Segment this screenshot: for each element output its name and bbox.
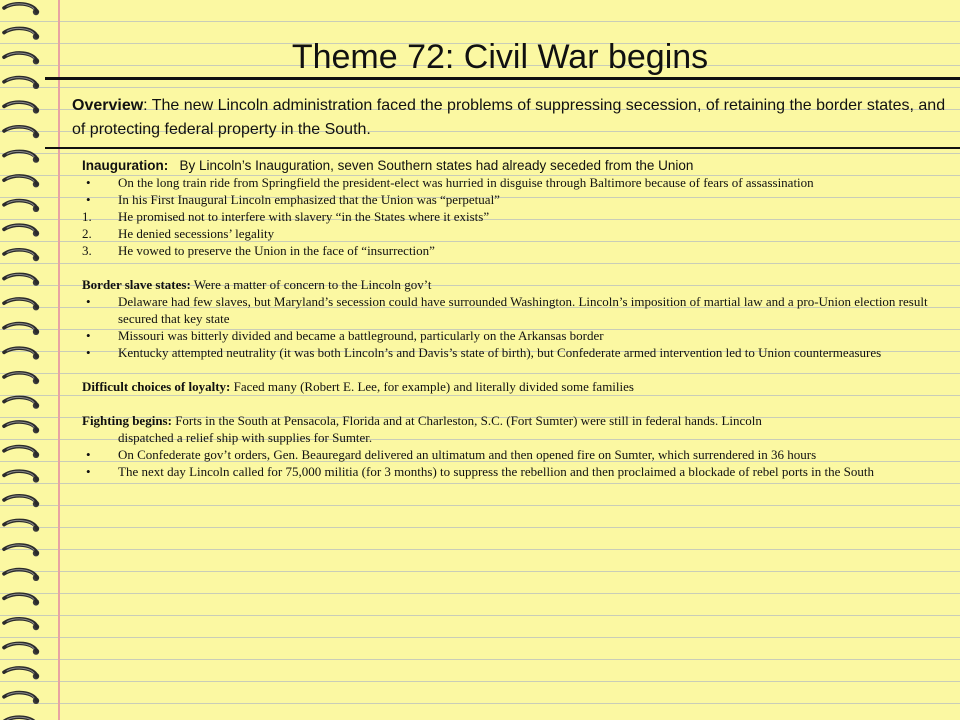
list-item-text: Kentucky attempted neutrality (it was both Lincoln’s and Davis’s state of birth), but Confederate armed intervention led to Union countermeasures [118, 345, 882, 360]
list-item [82, 344, 937, 361]
list-item [82, 191, 937, 208]
overview-divider [45, 147, 960, 149]
bullet-marker: • [86, 345, 91, 360]
notes-body [82, 157, 937, 497]
section-inauguration [82, 157, 937, 259]
section-intro: Faced many (Robert E. Lee, for example) and literally divided some families [230, 379, 634, 394]
list-item [82, 463, 937, 480]
list-item-text: He vowed to preserve the Union in the face of “insurrection” [118, 243, 435, 258]
section-heading: Fighting begins: [82, 413, 172, 428]
overview-label: Overview [72, 97, 144, 114]
title-divider [45, 77, 960, 80]
section-fighting-begins [82, 412, 937, 480]
border-intro-line [82, 276, 937, 293]
bullet-marker: • [86, 328, 91, 343]
list-item-text: In his First Inaugural Lincoln emphasized that the Union was “perpetual” [118, 192, 500, 207]
bullet-marker: • [86, 175, 91, 190]
list-item [82, 293, 937, 327]
fighting-intro-line [82, 412, 937, 429]
list-item-text: Missouri was bitterly divided and became a battleground, particularly on the Arkansas border [118, 328, 604, 343]
spiral-binding [0, 0, 52, 720]
page-title: Theme 72: Civil War begins [291, 38, 709, 76]
section-intro: Forts in the South at Pensacola, Florida and at Charleston, S.C. (Fort Sumter) were still in federal hands. Lincoln [171, 413, 762, 428]
list-item-text: On Confederate gov’t orders, Gen. Beauregard delivered an ultimatum and then opened fire on Sumter, which surrendered in 36 hours [118, 447, 817, 462]
list-item [82, 242, 937, 259]
overview-text: : The new Lincoln administration faced the problems of suppressing secession, of retaining the border states, and of protecting federal property in the South. [72, 97, 946, 138]
bullet-marker: • [86, 447, 91, 462]
margin-line [58, 0, 60, 720]
overview-paragraph [72, 94, 952, 142]
list-item [82, 327, 937, 344]
section-heading: Border slave states: [82, 277, 191, 292]
list-item [82, 208, 937, 225]
bullet-marker: • [86, 294, 91, 309]
list-number: 3. [82, 243, 92, 258]
section-intro-continued: dispatched a relief ship with supplies for Sumter. [118, 430, 373, 445]
bullet-marker: • [86, 192, 91, 207]
section-intro: Were a matter of concern to the Lincoln gov’t [190, 277, 432, 292]
section-heading: Difficult choices of loyalty: [82, 379, 231, 394]
list-item-text: On the long train ride from Springfield the president-elect was hurried in disguise through Baltimore because of fears of assassination [118, 175, 814, 190]
list-item [82, 174, 937, 191]
section-loyalty [82, 378, 937, 395]
list-number: 2. [82, 226, 92, 241]
list-item [82, 446, 937, 463]
bullet-marker: • [86, 464, 91, 479]
list-item-text: Delaware had few slaves, but Maryland’s secession could have surrounded Washington. Lincoln’s imposition of martial law and a pro-Union election result secured that key state [118, 294, 928, 326]
list-item-text: The next day Lincoln called for 75,000 militia (for 3 months) to suppress the rebellion and then proclaimed a blockade of rebel ports in the South [118, 464, 874, 479]
list-item-text: He denied secessions’ legality [118, 226, 275, 241]
section-border-states [82, 276, 937, 361]
list-number: 1. [82, 209, 92, 224]
section-heading: Inauguration: [82, 158, 169, 173]
section-intro: By Lincoln’s Inauguration, seven Southern states had already seceded from the Union [179, 158, 694, 173]
inauguration-intro-line [82, 157, 937, 174]
list-item [82, 225, 937, 242]
list-item-text: He promised not to interfere with slavery “in the States where it exists” [118, 209, 490, 224]
loyalty-intro-line [82, 378, 937, 395]
